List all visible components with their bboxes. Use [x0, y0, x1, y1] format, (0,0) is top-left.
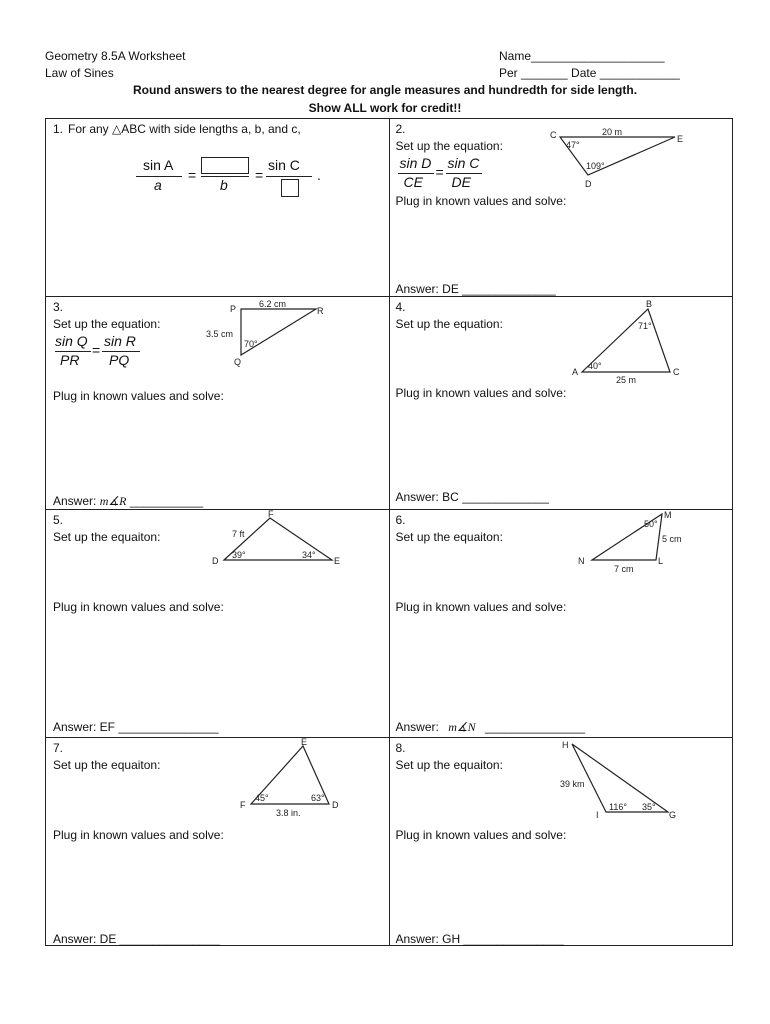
side-ml-label: 5 cm	[661, 534, 682, 544]
problem-number: 8.	[395, 741, 406, 755]
triangle-def-figure	[204, 510, 354, 572]
triangle-cde-figure	[540, 125, 690, 191]
equals-sign: =	[435, 164, 444, 180]
vertex-n-label: N	[577, 556, 584, 566]
period-date-field[interactable]: Per _______ Date ____________	[499, 66, 680, 80]
vertex-d-label: D	[332, 800, 339, 810]
numerator-sin-c: sin C	[268, 157, 300, 173]
vertex-m-label: M	[663, 510, 671, 520]
triangle-ghi-figure	[550, 738, 690, 822]
numerator: sin D	[399, 155, 432, 171]
answer-field[interactable]	[53, 494, 203, 509]
answer-field[interactable]: Answer: EF _______________	[53, 720, 219, 734]
answer-label: Answer:	[53, 494, 97, 508]
problem-number: 1.	[53, 122, 64, 136]
vertex-a-label: A	[571, 367, 578, 377]
problem-6	[389, 510, 733, 738]
problem-1	[46, 119, 390, 297]
vertex-l-label: L	[657, 556, 663, 566]
problem-8	[389, 738, 733, 946]
blank-box-denominator[interactable]	[281, 179, 299, 197]
side-ac-label: 25 m	[615, 375, 636, 385]
angle-f-label: 45°	[255, 793, 269, 803]
triangle-def-figure	[231, 738, 351, 820]
denominator: CE	[403, 174, 423, 190]
problem-number: 6.	[395, 513, 406, 527]
problem-3	[46, 297, 390, 510]
angle-m-label: 50°	[643, 519, 658, 529]
name-field[interactable]: Name____________________	[499, 49, 665, 63]
angle-d-label: 63°	[311, 793, 325, 803]
vertex-g-label: G	[668, 810, 676, 820]
plug-label: Plug in known values and solve:	[395, 600, 567, 614]
blank-box-numerator[interactable]	[201, 157, 249, 174]
answer-field[interactable]: Answer: BC _____________	[395, 490, 549, 504]
vertex-e-label: E	[334, 556, 341, 566]
instruction-rounding: Round answers to the nearest degree for angle measures and hundredth for side length.	[132, 83, 638, 97]
angle-g-label: 35°	[641, 802, 656, 812]
problem-number: 4.	[395, 300, 406, 314]
answer-label: Answer:	[395, 720, 439, 734]
side-pr-label: 6.2 cm	[259, 299, 287, 309]
answer-blank[interactable]: ___________	[129, 494, 204, 508]
side-fd-label: 3.8 in.	[276, 808, 301, 818]
equals-sign: =	[188, 167, 197, 183]
numerator: sin Q	[55, 333, 88, 349]
vertex-d-label: D	[584, 179, 591, 189]
setup-label: Set up the equation:	[395, 139, 503, 153]
vertex-e-label: E	[676, 134, 683, 144]
problem-5	[46, 510, 390, 738]
angle-c-label: 47°	[565, 140, 580, 150]
answer-blank[interactable]: _______________	[484, 720, 586, 734]
vertex-h-label: H	[561, 740, 568, 750]
denominator-b: b	[220, 177, 228, 193]
instruction-show-work: Show ALL work for credit!!	[308, 101, 462, 115]
period: .	[317, 167, 321, 183]
vertex-f-label: F	[268, 510, 274, 519]
angle-q-label: 70°	[244, 339, 258, 349]
vertex-r-label: R	[317, 306, 324, 316]
denominator-a: a	[154, 177, 162, 193]
setup-label: Set up the equaiton:	[395, 758, 503, 772]
problem-1-text: For any △ABC with side lengths a, b, and c,	[68, 122, 301, 136]
problem-number: 7.	[53, 741, 64, 755]
equals-sign: =	[255, 167, 264, 183]
answer-field[interactable]: Answer: DE ______________	[395, 282, 556, 296]
plug-label: Plug in known values and solve:	[395, 828, 567, 842]
side-pq-label: 3.5 cm	[206, 329, 234, 339]
side-df-label: 7 ft	[232, 529, 245, 539]
setup-label: Set up the equaiton:	[53, 530, 161, 544]
plug-label: Plug in known values and solve:	[53, 389, 224, 403]
vertex-c-label: C	[672, 367, 679, 377]
side-ce-label: 20 m	[601, 127, 622, 137]
triangle-pqr-figure	[201, 299, 331, 369]
answer-variable: m∡R	[99, 494, 127, 508]
vertex-e-label: E	[301, 738, 308, 747]
worksheet-topic: Law of Sines	[45, 66, 114, 80]
plug-label: Plug in known values and solve:	[53, 828, 224, 842]
answer-field[interactable]: Answer: GH _______________	[395, 932, 564, 946]
vertex-p-label: P	[230, 304, 237, 314]
side-hi-label: 39 km	[559, 779, 585, 789]
plug-label: Plug in known values and solve:	[395, 386, 567, 400]
plug-label: Plug in known values and solve:	[395, 194, 567, 208]
vertex-i-label: I	[595, 810, 599, 820]
problem-number: 5.	[53, 513, 64, 527]
answer-field[interactable]	[396, 720, 586, 735]
angle-a-label: 40°	[587, 361, 602, 371]
denominator: PQ	[109, 352, 130, 368]
problem-number: 2.	[395, 122, 406, 136]
equals-sign: =	[92, 342, 101, 358]
answer-field[interactable]: Answer: DE _______________	[53, 932, 220, 946]
triangle-abc-figure	[570, 299, 700, 389]
problem-grid	[45, 118, 733, 946]
vertex-b-label: B	[645, 299, 652, 309]
worksheet-title: Geometry 8.5A Worksheet	[45, 49, 186, 63]
denominator: PR	[60, 352, 80, 368]
vertex-q-label: Q	[234, 357, 242, 367]
problem-4	[389, 297, 733, 510]
angle-b-label: 71°	[637, 321, 652, 331]
numerator: sin C	[447, 155, 480, 171]
side-nl-label: 7 cm	[613, 564, 634, 574]
numerator-sin-a: sin A	[143, 157, 174, 173]
angle-i-label: 116°	[608, 802, 627, 812]
triangle-lmn-figure	[570, 510, 700, 576]
angle-e-label: 34°	[302, 550, 316, 560]
vertex-c-label: C	[549, 130, 556, 140]
vertex-f-label: F	[240, 800, 246, 810]
angle-d-label: 39°	[232, 550, 246, 560]
answer-variable: m∡N	[448, 720, 476, 734]
numerator: sin R	[104, 333, 136, 349]
problem-2	[389, 119, 733, 297]
denominator: DE	[451, 174, 471, 190]
setup-label: Set up the equaiton:	[53, 758, 161, 772]
vertex-d-label: D	[212, 556, 219, 566]
problem-number: 3.	[53, 300, 64, 314]
setup-label: Set up the equation:	[53, 317, 161, 331]
setup-label: Set up the equaiton:	[395, 530, 503, 544]
angle-d-label: 109°	[585, 161, 605, 171]
setup-label: Set up the equation:	[395, 317, 503, 331]
plug-label: Plug in known values and solve:	[53, 600, 224, 614]
problem-7	[46, 738, 390, 946]
